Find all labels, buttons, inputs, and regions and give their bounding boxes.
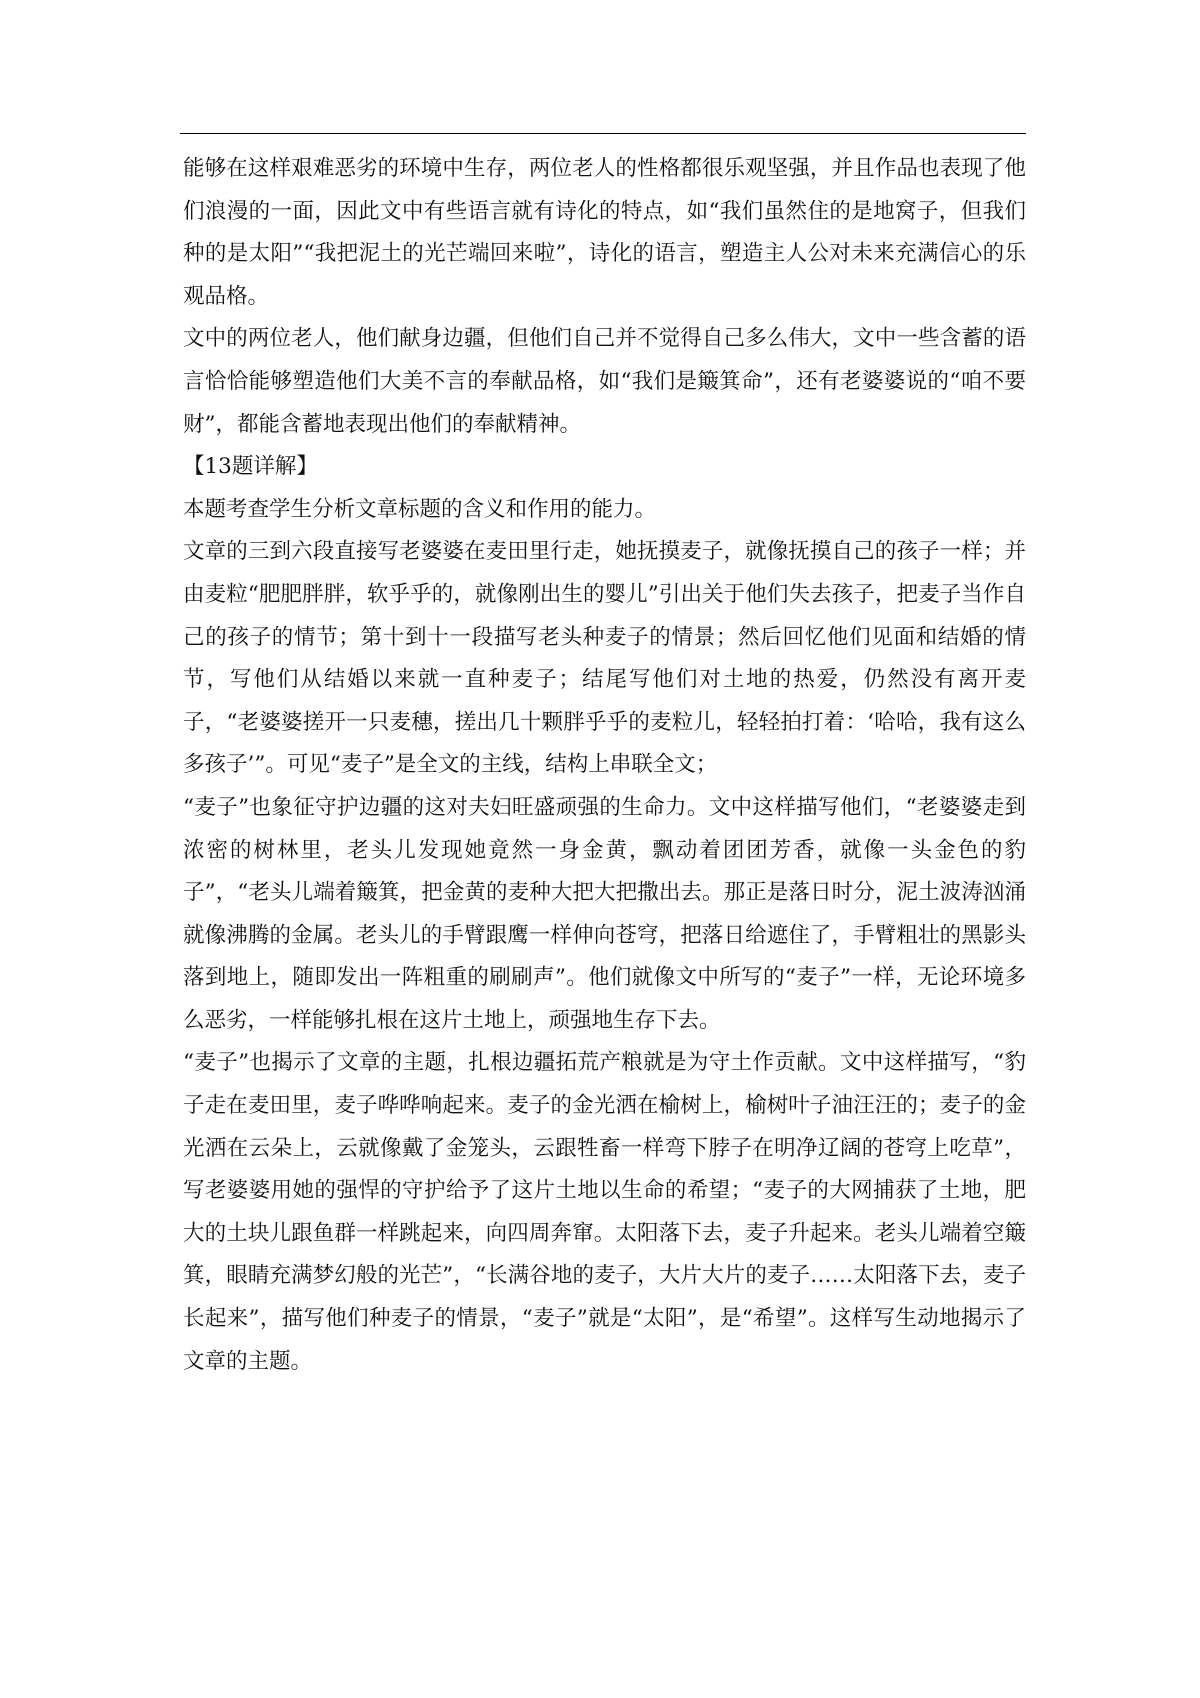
header-rule <box>180 133 1026 134</box>
paragraph-question-intro: 本题考查学生分析文章标题的含义和作用的能力。 <box>183 496 657 522</box>
paragraph-implicit-language: 文中的两位老人，他们献身边疆，但他们自己并不觉得自己多么伟大，文中一些含蓄的语言恰恰能够塑造他们大美不言的奉献品格，如“我们是簸箕命”，还有老婆婆说的“咱不要财”，都能含蓄地表现出他们的奉献精神。 <box>183 326 1026 437</box>
paragraph-vitality: “麦子”也象征守护边疆的这对夫妇旺盛顽强的生命力。文中这样描写他们，“老婆婆走到浓密的树林里，老头儿发现她竟然一身金黄，飘动着团团芳香，就像一头金色的豹子”，“老头儿端着簸箕，把金黄的麦种大把大把撒出去。那正是落日时分，泥土波涛汹涌就像沸腾的金属。老头儿的手臂跟鹰一样伸向苍穹，把落日给遮住了，手臂粗壮的黑影头落到地上，随即发出一阵粗重的刷刷声”。他们就像文中所写的“麦子”一样，无论环境多么恶劣，一样能够扎根在这片土地上，顽强地生存下去。 <box>183 794 1026 1033</box>
document-body <box>183 148 1026 1383</box>
paragraph-theme: “麦子”也揭示了文章的主题，扎根边疆拓荒产粮就是为守土作贡献。文中这样描写，“豹子走在麦田里，麦子哗哗响起来。麦子的金光洒在榆树上，榆树叶子油汪汪的；麦子的金光洒在云朵上，云就像戴了金笼头，云跟牲畜一样弯下脖子在明净辽阔的苍穹上吃草”，写老婆婆用她的强悍的守护给予了这片土地以生命的希望；“麦子的大网捕获了土地，肥大的土块儿跟鱼群一样跳起来，向四周奔窜。太阳落下去，麦子升起来。老头儿端着空簸箕，眼睛充满梦幻般的光芒”，“长满谷地的麦子，大片大片的麦子……太阳落下去，麦子长起来”，描写他们种麦子的情景，“麦子”就是“太阳”，是“希望”。这样写生动地揭示了文章的主题。 <box>183 1050 1026 1374</box>
question-13-heading: 【13题详解】 <box>183 454 318 480</box>
paragraph-main-thread: 文章的三到六段直接写老婆婆在麦田里行走，她抚摸麦子，就像抚摸自己的孩子一样；并由麦粒“肥肥胖胖，软乎乎的，就像刚出生的婴儿”引出关于他们失去孩子，把麦子当作自己的孩子的情节；第十到十一段描写老头种麦子的情景；然后回忆他们见面和结婚的情节，写他们从结婚以来就一直种麦子；结尾写他们对土地的热爱，仍然没有离开麦子，“老婆婆搓开一只麦穗，搓出几十颗胖乎乎的麦粒儿，轻轻拍打着：‘哈哈，我有这么多孩子’”。可见“麦子”是全文的主线，结构上串联全文； <box>183 539 1026 778</box>
paragraph-poetic-language: 能够在这样艰难恶劣的环境中生存，两位老人的性格都很乐观坚强，并且作品也表现了他们浪漫的一面，因此文中有些语言就有诗化的特点，如“我们虽然住的是地窝子，但我们种的是太阳”“我把泥土的光芒端回来啦”，诗化的语言，塑造主人公对未来充满信心的乐观品格。 <box>183 156 1026 309</box>
